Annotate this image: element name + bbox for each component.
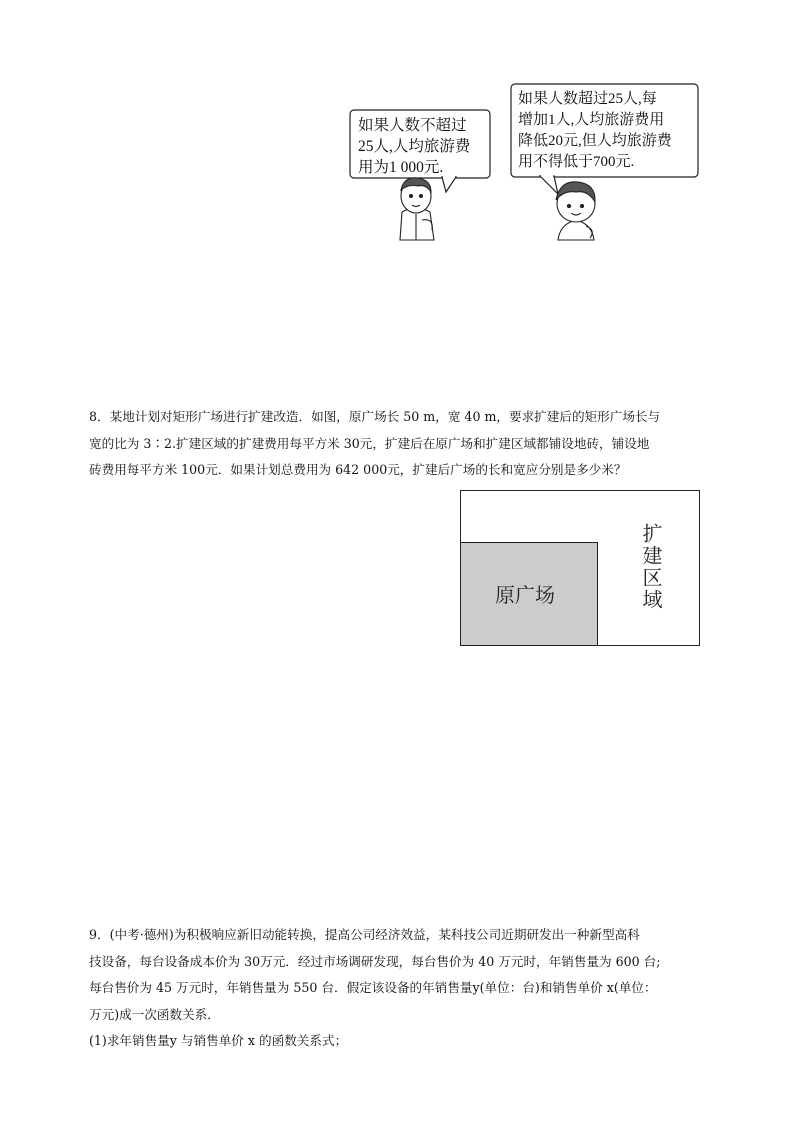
left-bubble-text xyxy=(358,115,490,178)
problem-9-text xyxy=(89,922,661,1055)
right-bubble-text xyxy=(518,89,698,173)
right-boy-figure xyxy=(556,182,595,240)
right-bubble-line: 用不得低于700元. xyxy=(518,154,635,170)
problem-8-line: 8．某地计划对矩形广场进行扩建改造．如图，原广场长 50 m，宽 40 m，要求扩建后的矩形广场长与 xyxy=(89,409,661,424)
problem-8-text xyxy=(89,404,660,484)
problem-9-line: (1)求年销售量y 与销售单价 x 的函数关系式； xyxy=(89,1033,348,1048)
right-bubble-line: 增加1人,人均旅游费用 xyxy=(518,112,665,128)
left-bubble-line: 如果人数不超过 xyxy=(358,117,467,134)
expansion-figure xyxy=(460,490,700,646)
problem-9-line: 万元)成一次函数关系． xyxy=(89,1006,220,1022)
original-plaza-label: 原广场 xyxy=(495,583,555,607)
right-bubble-line: 如果人数超过25人,每 xyxy=(518,91,657,107)
problem-8-line: 砖费用每平方米 100元．如果计划总费用为 642 000元，扩建后广场的长和宽应分别是多少米？ xyxy=(89,462,627,477)
left-bubble-line: 25人,人均旅游费 xyxy=(358,138,471,155)
expansion-area-label: 扩建区域 xyxy=(639,523,663,611)
right-bubble-line: 降低20元,但人均旅游费 xyxy=(518,133,672,149)
problem-8-line: 宽的比为 3∶2.扩建区域的扩建费用每平方米 30元，扩建后在原广场和扩建区域都铺设地砖，铺设地 xyxy=(89,435,650,451)
problem-9-line: 每台售价为 45 万元时，年销售量为 550 台．假定该设备的年销售量y(单位：台)和销售单价 x(单位： xyxy=(89,980,657,995)
problem-9-line: 技设备，每台设备成本价为 30万元．经过市场调研发现，每台售价为 40 万元时，年销售量为 600 台; xyxy=(89,953,661,969)
problem-9-line: 9．(中考·德州)为积极响应新旧动能转换，提高公司经济效益，某科技公司近期研发出一种新型高科 xyxy=(89,927,640,942)
left-boy-figure xyxy=(400,178,434,240)
left-bubble-line: 用为1 000元. xyxy=(358,159,444,176)
